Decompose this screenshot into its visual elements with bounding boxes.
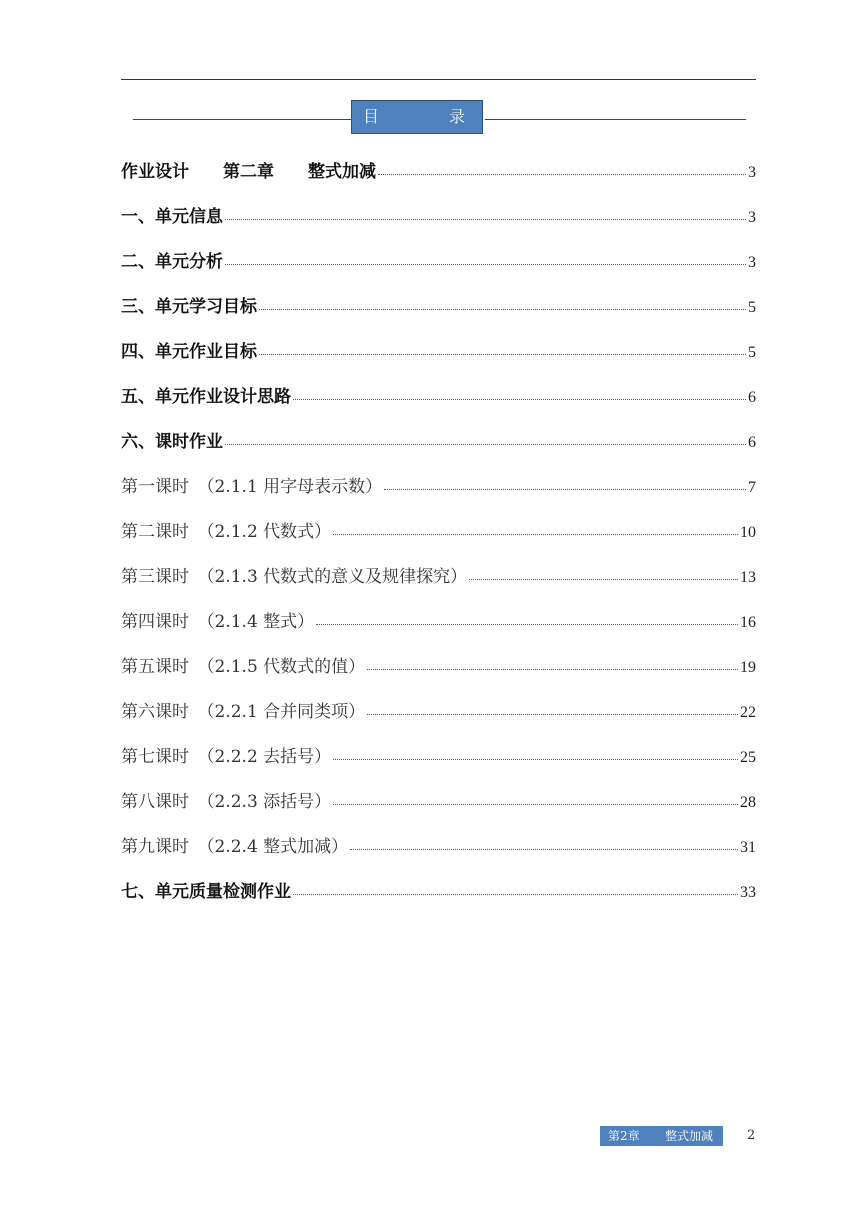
toc-entry-title: 第六课时 （2.2.1 合并同类项）: [121, 702, 366, 722]
toc-entry-page: 28: [740, 794, 756, 811]
toc-entry[interactable]: [121, 330, 756, 375]
toc-dot-leader: [259, 308, 746, 310]
toc-entry-title: 六、课时作业: [121, 432, 223, 452]
toc-entry[interactable]: [121, 825, 756, 870]
title-line-left: [133, 119, 351, 120]
title-line-right: [485, 119, 746, 120]
toc-entry-title: 一、单元信息: [121, 207, 223, 227]
toc-entry-page: 31: [740, 839, 756, 856]
toc-entry[interactable]: [121, 735, 756, 780]
toc-dot-leader: [384, 488, 746, 490]
toc-entry[interactable]: [121, 870, 756, 915]
toc-entry-title: 三、单元学习目标: [121, 297, 257, 317]
toc-entry-title: 第五课时 （2.1.5 代数式的值）: [121, 657, 366, 677]
toc-entry-title: 七、单元质量检测作业: [121, 882, 291, 902]
toc-entry-page: 22: [740, 704, 756, 721]
toc-entry-page: 3: [748, 164, 756, 181]
toc-entry-page: 6: [748, 389, 756, 406]
toc-entry-page: 5: [748, 299, 756, 316]
footer-chapter: 第2章: [608, 1129, 640, 1143]
toc-entry-title: 作业设计 第二章 整式加减: [121, 162, 376, 182]
toc-entry-page: 10: [740, 524, 756, 541]
toc-entry-title: 二、单元分析: [121, 252, 223, 272]
toc-entry[interactable]: [121, 645, 756, 690]
toc-entry[interactable]: [121, 465, 756, 510]
toc-entry-page: 16: [740, 614, 756, 631]
toc-title-char: 目: [363, 107, 380, 126]
toc-entry-page: 3: [748, 209, 756, 226]
toc-dot-leader: [293, 398, 746, 400]
toc-entry-page: 33: [740, 884, 756, 901]
table-of-contents: [121, 150, 756, 915]
toc-entry[interactable]: [121, 240, 756, 285]
header-rule: [121, 79, 756, 80]
toc-entry-page: 3: [748, 254, 756, 271]
toc-entry-page: 13: [740, 569, 756, 586]
toc-entry[interactable]: [121, 285, 756, 330]
toc-dot-leader: [378, 173, 746, 175]
toc-dot-leader: [367, 713, 738, 715]
toc-entry-page: 25: [740, 749, 756, 766]
toc-dot-leader: [259, 353, 746, 355]
footer-chapter-badge: [600, 1126, 723, 1146]
toc-dot-leader: [367, 668, 738, 670]
toc-entry-page: 7: [748, 479, 756, 496]
footer-chapter-title: 整式加减: [665, 1129, 714, 1143]
toc-dot-leader: [293, 893, 738, 895]
toc-entry-page: 19: [740, 659, 756, 676]
toc-entry-page: 6: [748, 434, 756, 451]
toc-entry[interactable]: [121, 150, 756, 195]
toc-entry[interactable]: [121, 690, 756, 735]
toc-entry-title: 第一课时 （2.1.1 用字母表示数）: [121, 477, 383, 497]
toc-entry[interactable]: [121, 375, 756, 420]
toc-entry[interactable]: [121, 555, 756, 600]
toc-dot-leader: [225, 443, 746, 445]
toc-entry-title: 第四课时 （2.1.4 整式）: [121, 612, 315, 632]
footer-page-number: 2: [747, 1128, 756, 1143]
toc-entry[interactable]: [121, 420, 756, 465]
toc-entry-title: 第二课时 （2.1.2 代数式）: [121, 522, 332, 542]
toc-title-box: [351, 100, 483, 134]
toc-entry-title: 第八课时 （2.2.3 添括号）: [121, 792, 332, 812]
toc-dot-leader: [350, 848, 738, 850]
toc-title-char: 录: [449, 107, 466, 126]
toc-dot-leader: [225, 218, 746, 220]
toc-dot-leader: [333, 803, 738, 805]
toc-entry-title: 第三课时 （2.1.3 代数式的意义及规律探究）: [121, 567, 468, 587]
toc-entry[interactable]: [121, 510, 756, 555]
toc-entry[interactable]: [121, 195, 756, 240]
toc-entry-title: 第七课时 （2.2.2 去括号）: [121, 747, 332, 767]
toc-entry-title: 四、单元作业目标: [121, 342, 257, 362]
toc-entry[interactable]: [121, 600, 756, 645]
toc-entry-title: 第九课时 （2.2.4 整式加减）: [121, 837, 349, 857]
toc-dot-leader: [333, 758, 738, 760]
toc-dot-leader: [225, 263, 746, 265]
toc-dot-leader: [469, 578, 738, 580]
toc-entry-page: 5: [748, 344, 756, 361]
toc-entry[interactable]: [121, 780, 756, 825]
toc-entry-title: 五、单元作业设计思路: [121, 387, 291, 407]
toc-dot-leader: [333, 533, 738, 535]
toc-dot-leader: [316, 623, 738, 625]
